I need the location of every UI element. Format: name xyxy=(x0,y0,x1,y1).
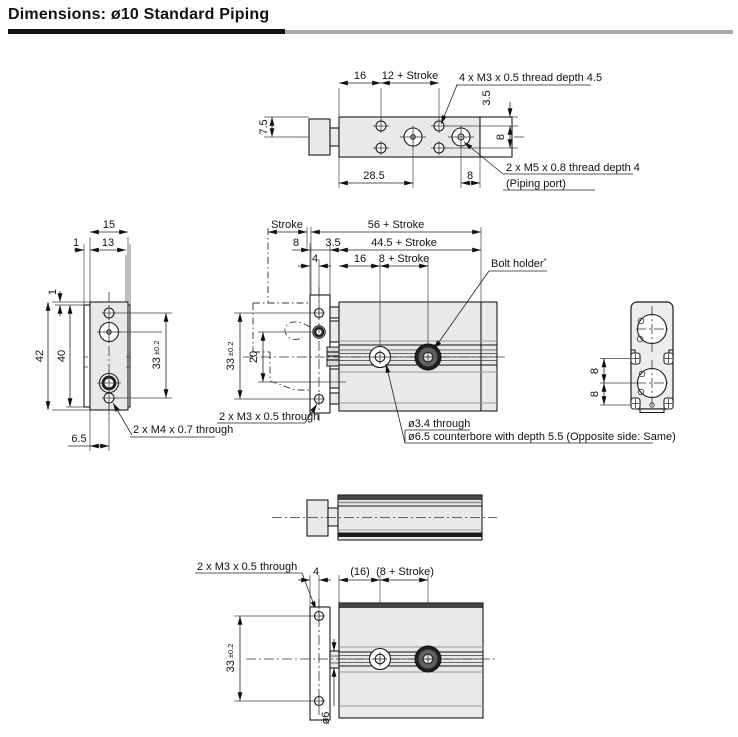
callout-label: 2 x M3 x 0.5 through xyxy=(197,561,298,573)
dim-40 xyxy=(56,305,84,407)
dim-label: 28.5 xyxy=(363,170,385,182)
front-view-drawing xyxy=(34,219,233,451)
dim-label: 1 xyxy=(72,237,80,249)
dim-label: 15 xyxy=(102,219,116,231)
dim-label: 33±0.2 xyxy=(225,643,237,673)
rod-end-block2 xyxy=(307,500,328,536)
dim-6-5 xyxy=(68,404,109,451)
dim-1-13 xyxy=(73,237,130,305)
m3-callout-side xyxy=(217,404,319,423)
bottom-view-drawing xyxy=(195,561,497,724)
dim-label: 16 xyxy=(353,70,367,82)
m4-callout xyxy=(113,403,233,437)
callout-label: 2 x M4 x 0.7 through xyxy=(133,424,234,436)
dim-label: 4 xyxy=(312,566,320,578)
callout-label: Bolt holder* xyxy=(491,256,547,270)
dim-label: ø6 xyxy=(320,711,332,725)
thread-callout xyxy=(441,72,602,124)
dim-label: 7.5 xyxy=(258,119,270,135)
rod-end-block xyxy=(309,119,330,155)
callout-label: ø3.4 through xyxy=(408,418,471,430)
dim-33-side xyxy=(225,313,314,399)
dim-label: 8 + Stroke xyxy=(378,253,430,265)
end-view-drawing xyxy=(589,302,673,413)
dim-16-top xyxy=(339,70,381,121)
dim-label: 1 xyxy=(47,288,59,296)
dim-8-lower xyxy=(589,383,631,405)
dim-label: 12 + Stroke xyxy=(381,70,439,82)
dim-7-5 xyxy=(258,117,309,137)
dim-label: 16 xyxy=(353,253,367,265)
cylinder-body-bottom xyxy=(339,603,483,718)
dim-8-upper xyxy=(589,359,636,384)
dim-56-stroke xyxy=(311,219,481,232)
callout-label: ø6.5 counterbore with depth 5.5 (Opposite side: Same) xyxy=(408,431,676,443)
callout-label: 2 x M3 x 0.5 through xyxy=(219,411,320,423)
dim-label: 33±0.2 xyxy=(225,341,237,371)
dim-label: (8 + Stroke) xyxy=(376,566,434,578)
dim-label: 8 xyxy=(292,237,300,249)
page-title: Dimensions: ø10 Standard Piping xyxy=(8,6,270,23)
top-view-drawing xyxy=(258,70,640,190)
dim-label: 56 + Stroke xyxy=(367,219,425,231)
dim-label: 33±0.2 xyxy=(151,340,163,370)
dim-label: 13 xyxy=(101,237,115,249)
callout-label: 2 x M5 x 0.8 thread depth 4 xyxy=(506,162,640,174)
dim-label: 8 xyxy=(589,367,601,375)
piston-rod2 xyxy=(328,508,338,526)
callout-label: 4 x M3 x 0.5 thread depth 4.5 xyxy=(459,72,603,84)
dim-label: 44.5 + Stroke xyxy=(371,237,437,249)
side-view-drawing xyxy=(217,219,676,443)
m3-callout-bottom xyxy=(195,561,316,610)
callout-label: (Piping port) xyxy=(506,178,566,190)
dim-label: 40 xyxy=(56,349,68,363)
port-boss xyxy=(330,651,339,668)
dim-label: 42 xyxy=(34,349,46,363)
dim-label: 3.5 xyxy=(481,90,493,106)
dim-label: 8 xyxy=(495,133,507,141)
dim-label: 6.5 xyxy=(71,433,87,445)
dim-label: (16) xyxy=(350,566,370,578)
profile-view-drawing xyxy=(272,495,497,540)
dim-12-stroke xyxy=(381,70,439,121)
dim-33-bottom xyxy=(225,616,313,701)
dim-label: 8 xyxy=(466,170,474,182)
dim-15 xyxy=(90,219,128,302)
dim-label: 4 xyxy=(311,253,319,265)
dim-label: 8 xyxy=(589,390,601,398)
dim-label: Stroke xyxy=(271,219,303,231)
dim-label: 20 xyxy=(248,350,260,364)
piston-rod xyxy=(330,128,339,146)
dim-label: 3.5 xyxy=(325,237,341,249)
